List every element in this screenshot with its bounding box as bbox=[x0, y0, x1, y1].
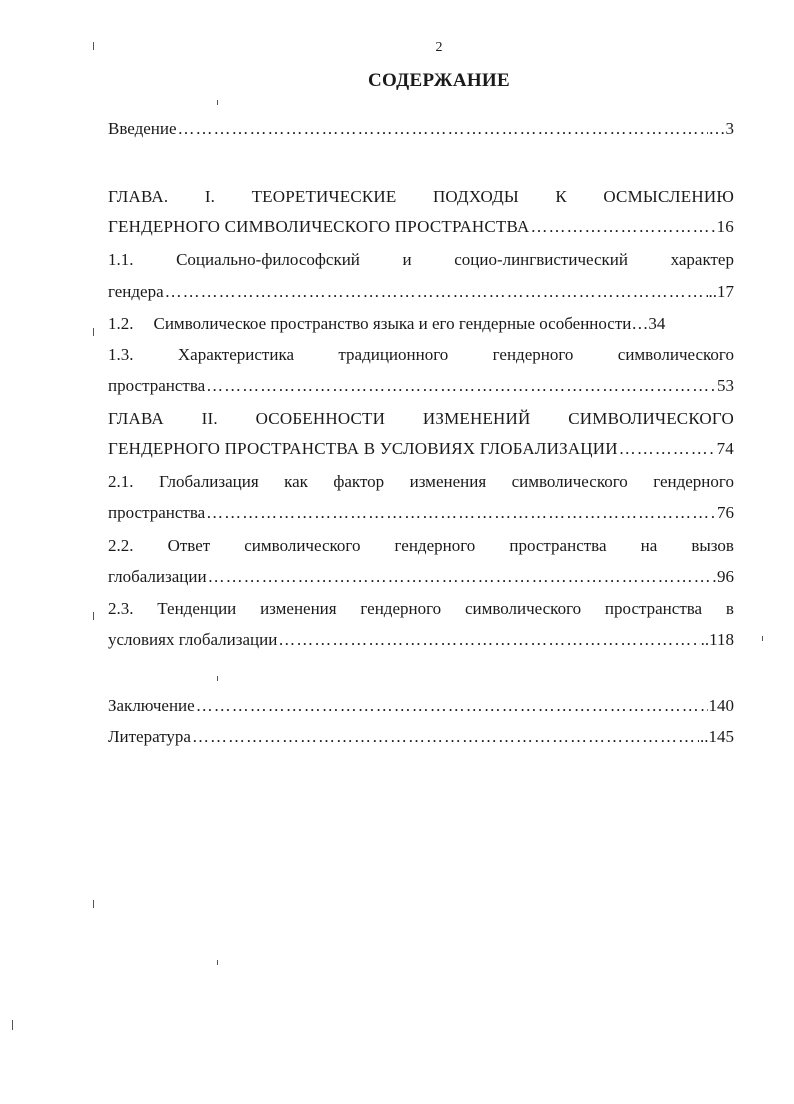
toc-section-2-1-line2[interactable] bbox=[108, 502, 734, 524]
toc-label: условиях глобализации bbox=[108, 630, 278, 649]
toc-word: 2.1. bbox=[108, 472, 134, 491]
scan-speck bbox=[93, 612, 94, 620]
toc-word: традиционного bbox=[338, 345, 449, 364]
toc-page: 53 bbox=[717, 376, 734, 395]
toc-word: символического bbox=[464, 599, 582, 618]
toc-word: гендерного bbox=[360, 599, 442, 618]
toc-word: I. bbox=[204, 187, 216, 206]
toc-label: Символическое пространство языка и его гендерные особенности bbox=[153, 314, 632, 333]
scan-speck bbox=[217, 676, 218, 681]
toc-entry-conclusion[interactable] bbox=[108, 695, 734, 717]
scan-speck bbox=[217, 100, 218, 105]
toc-chapter-2-line1[interactable] bbox=[108, 408, 734, 430]
scan-speck bbox=[93, 328, 94, 336]
toc-section-2-3-line2[interactable] bbox=[108, 629, 734, 651]
toc-word: ГЛАВА. bbox=[108, 187, 169, 206]
toc-word: в bbox=[725, 599, 734, 618]
toc-word: гендерного bbox=[394, 536, 476, 555]
toc-page: ..17 bbox=[708, 282, 734, 301]
toc-word: Ответ bbox=[167, 536, 211, 555]
toc-entry-literature[interactable] bbox=[108, 726, 734, 748]
dot-leader bbox=[178, 118, 708, 140]
toc-page: …34 bbox=[631, 314, 666, 333]
dot-leader bbox=[208, 566, 716, 588]
toc-word: изменения bbox=[260, 599, 337, 618]
page-title: СОДЕРЖАНИЕ bbox=[368, 70, 510, 91]
toc-word: ГЛАВА bbox=[108, 409, 164, 428]
toc-entry-intro[interactable] bbox=[108, 118, 734, 140]
toc-page: 96 bbox=[717, 567, 734, 586]
toc-section-2-2-line2[interactable] bbox=[108, 566, 734, 588]
toc-page: …3 bbox=[708, 119, 734, 138]
toc-word: ОСМЫСЛЕНИЮ bbox=[603, 187, 734, 206]
toc-word: ОСОБЕННОСТИ bbox=[255, 409, 386, 428]
dot-leader bbox=[278, 629, 699, 651]
toc-section-2-1-line1[interactable] bbox=[108, 471, 734, 493]
toc-label: Введение bbox=[108, 119, 177, 138]
page-number: 2 bbox=[435, 40, 443, 55]
toc-label: гендера bbox=[108, 282, 164, 301]
toc-label: ГЕНДЕРНОГО СИМВОЛИЧЕСКОГО ПРОСТРАНСТВА bbox=[108, 217, 530, 236]
toc-word: на bbox=[640, 536, 658, 555]
toc-word: пространства bbox=[509, 536, 607, 555]
toc-label: Литература bbox=[108, 727, 191, 746]
toc-word: Глобализация bbox=[158, 472, 259, 491]
toc-word: СИМВОЛИЧЕСКОГО bbox=[568, 409, 734, 428]
toc-section-2-2-line1[interactable] bbox=[108, 535, 734, 557]
dot-leader bbox=[206, 502, 716, 524]
toc-word: Характеристика bbox=[177, 345, 294, 364]
toc-label: пространства bbox=[108, 376, 206, 395]
toc-label: глобализации bbox=[108, 567, 207, 586]
toc-word: К bbox=[555, 187, 567, 206]
dot-leader bbox=[619, 438, 716, 460]
toc-word: ИЗМЕНЕНИЙ bbox=[422, 409, 531, 428]
toc-word: вызов bbox=[691, 536, 734, 555]
dot-leader bbox=[530, 216, 715, 238]
toc-page: ..145 bbox=[700, 727, 734, 746]
toc-word: символического bbox=[617, 345, 734, 364]
toc-label: пространства bbox=[108, 503, 206, 522]
toc-label: ГЕНДЕРНОГО ПРОСТРАНСТВА В УСЛОВИЯХ ГЛОБАЛИЗАЦИИ bbox=[108, 439, 618, 458]
toc-page: ..118 bbox=[700, 630, 734, 649]
toc-word: 1.1. bbox=[108, 250, 134, 269]
toc-word: символического bbox=[511, 472, 628, 491]
toc-word: фактор bbox=[333, 472, 385, 491]
toc-word: социо-лингвистический bbox=[454, 250, 628, 269]
scan-speck bbox=[217, 960, 218, 965]
toc-word: гендерного bbox=[492, 345, 574, 364]
dot-leader bbox=[165, 281, 708, 303]
toc-word: 2.2. bbox=[108, 536, 134, 555]
toc-chapter-1-line2[interactable] bbox=[108, 216, 734, 238]
toc-word: ТЕОРЕТИЧЕСКИЕ bbox=[251, 187, 397, 206]
toc-word: Социально-философский bbox=[176, 250, 360, 269]
toc-chapter-2-line2[interactable] bbox=[108, 438, 734, 460]
toc-word: как bbox=[284, 472, 308, 491]
toc-page: 76 bbox=[717, 503, 734, 522]
toc-word: символического bbox=[244, 536, 361, 555]
toc-number: 1.2. bbox=[108, 314, 134, 333]
toc-word: II. bbox=[201, 409, 218, 428]
toc-section-1-3-line1[interactable] bbox=[108, 344, 734, 366]
toc-word: пространства bbox=[604, 599, 703, 618]
toc-word: ПОДХОДЫ bbox=[432, 187, 519, 206]
toc-page: 74 bbox=[716, 439, 734, 458]
toc-word: изменения bbox=[409, 472, 487, 491]
toc-section-1-1-line2[interactable] bbox=[108, 281, 734, 303]
toc-section-1-1-line1[interactable] bbox=[108, 249, 734, 271]
toc-page: 16 bbox=[716, 217, 734, 236]
scan-speck bbox=[93, 900, 94, 908]
dot-leader bbox=[196, 695, 708, 717]
toc-section-1-2[interactable] bbox=[108, 313, 734, 335]
toc-page: 140 bbox=[708, 696, 734, 715]
toc-word: 1.3. bbox=[108, 345, 134, 364]
scan-speck bbox=[762, 636, 763, 641]
dot-leader bbox=[206, 375, 716, 397]
toc-word: Тенденции bbox=[157, 599, 237, 618]
toc-word: 2.3. bbox=[108, 599, 134, 618]
toc-section-1-3-line2[interactable] bbox=[108, 375, 734, 397]
toc-word: и bbox=[402, 250, 412, 269]
dot-leader bbox=[192, 726, 699, 748]
toc-word: гендерного bbox=[653, 472, 734, 491]
scan-speck bbox=[12, 1020, 13, 1030]
toc-label: Заключение bbox=[108, 696, 195, 715]
toc-word: характер bbox=[670, 250, 734, 269]
toc-chapter-1-line1[interactable] bbox=[108, 186, 734, 208]
toc-section-2-3-line1[interactable] bbox=[108, 598, 734, 620]
